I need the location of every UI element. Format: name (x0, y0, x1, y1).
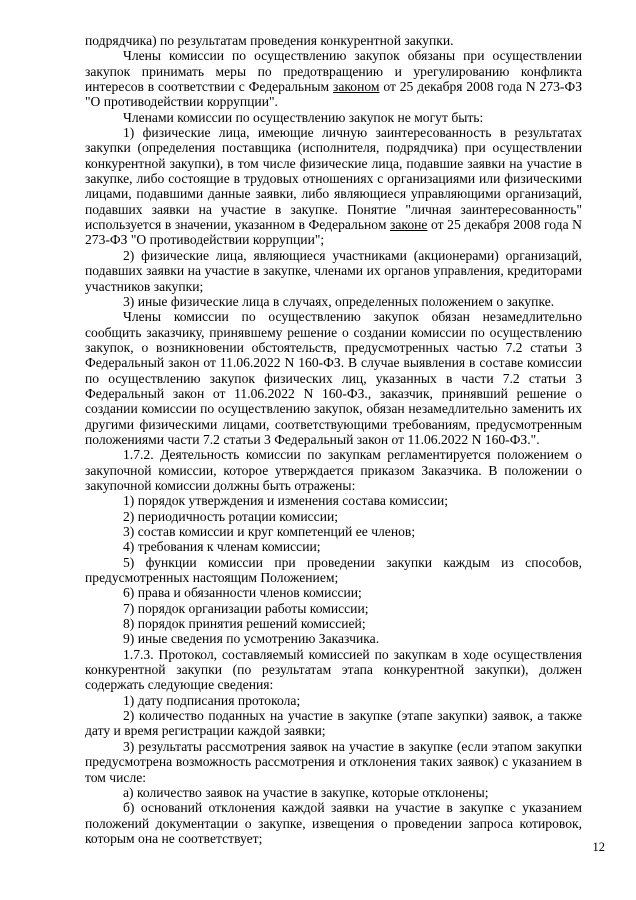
text-run: 2) физические лица, являющиеся участниками (акционерами) организаций, подавших заявки на участие в закупке, членами их органов управления, кредиторами участников закупки; (85, 247, 582, 294)
text-run: 1.7.2. Деятельность комиссии по закупкам регламентируется положением о закупочной комиссии, которое утверждается приказом Заказчика. В положении о закупочной комиссии должны быть отражены: (85, 447, 582, 493)
law-reference-link[interactable]: законе (390, 217, 428, 233)
paragraph (85, 601, 582, 616)
paragraph (85, 708, 582, 739)
text-run: 8) порядок принятия решений комиссией; (123, 616, 366, 632)
text-run: 2) количество поданных на участие в закупке (этапе закупки) заявок, а также дату и время регистрации каждой заявки; (85, 708, 582, 739)
text-run: 1) физические лица, имеющие личную заинтересованность в результатах закупки (определения поставщика (исполнителя, подрядчика) при осуществлении конкурентной закупки), в том числе физические лица, подавшие заявки на участие в закупке, либо состоящие в трудовых отношениях с организациями или физическими лицами, подавшими данные заявки, либо являющиеся управляющими организаций, подавших заявки на участие в закупке. Понятие "личная заинтересованность" используется в значении, указанном в Федеральном (85, 125, 582, 233)
paragraph (85, 693, 582, 708)
paragraph (85, 785, 582, 800)
text-run: подрядчика) по результатам проведения конкурентной закупки. (85, 33, 454, 48)
text-run: 1.7.3. Протокол, составляемый комиссией по закупкам в ходе осуществления конкурентной закупки (по результатам этапа конкурентной закупки), должен содержать следующие сведения: (85, 646, 582, 693)
text-run: 6) права и обязанности членов комиссии; (123, 585, 362, 601)
paragraph (85, 110, 582, 125)
paragraph (85, 616, 582, 631)
text-run: 1) дату подписания протокола; (123, 692, 301, 708)
paragraph (85, 33, 582, 48)
paragraph (85, 524, 582, 539)
text-run: 7) порядок организации работы комиссии; (123, 600, 369, 616)
text-run: Членами комиссии по осуществлению закупок не могут быть: (123, 109, 484, 125)
page-number: 12 (592, 840, 605, 854)
paragraph (85, 125, 582, 248)
text-run: б) оснований отклонения каждой заявки на участие в закупке с указанием положений документации о закупке, извещения о проведении запроса котировок, которым она не соответствует; (85, 800, 582, 846)
text-run: 2) периодичность ротации комиссии; (123, 508, 339, 524)
text-run: Члены комиссии по осуществлению закупок обязаны при осуществлении закупок принимать меры по предотвращению и урегулированию конфликта интересов в соответствии с Федеральным (85, 48, 582, 95)
paragraph (85, 294, 582, 309)
paragraph (85, 800, 582, 846)
text-run: 3) результаты рассмотрения заявок на участие в закупке (если этапом закупки предусмотрена возможность рассмотрения и отклонения таких заявок) с указанием в том числе: (85, 738, 582, 785)
text-run: от 25 декабря 2008 года N 273-ФЗ "О противодействии коррупции". (85, 79, 582, 110)
text-run: 1) порядок утверждения и изменения состава комиссии; (123, 493, 449, 509)
paragraph (85, 447, 582, 493)
paragraph (85, 493, 582, 508)
paragraph (85, 739, 582, 785)
paragraph (85, 248, 582, 294)
paragraph (85, 309, 582, 447)
paragraph (85, 539, 582, 554)
paragraph (85, 48, 582, 109)
text-run: Члены комиссии по осуществлению закупок обязан незамедлительно сообщить заказчику, принявшему решение о создании комиссии по осуществлению закупок, о возникновении обстоятельств, предусмотренных частью 7.2 статьи 3 Федеральный закон от 11.06.2022 N 160-ФЗ. В случае выявления в составе комиссии по осуществлению закупок физических лиц, указанных в части 7.2 статьи 3 Федеральный закон от 11.06.2022 N 160-ФЗ., заказчик, принявший решение о создании комиссии по осуществлению закупок, обязан незамедлительно заменить их другими физическими лицами, соответствующими требованиям, предусмотренным положениями части 7.2 статьи 3 Федеральный закон от 11.06.2022 N 160-ФЗ.". (85, 309, 582, 447)
text-run: 3) иные физические лица в случаях, определенных положением о закупке. (123, 293, 555, 309)
text-run: а) количество заявок на участие в закупке, которые отклонены; (123, 784, 489, 800)
text-run: 9) иные сведения по усмотрению Заказчика. (123, 631, 380, 647)
paragraph (85, 509, 582, 524)
text-run: 3) состав комиссии и круг компетенций ее членов; (123, 524, 416, 539)
text-run: 5) функции комиссии при проведении закупки каждым из способов, предусмотренных настоящим Положением; (85, 554, 582, 586)
paragraph (85, 631, 582, 646)
paragraph (85, 555, 582, 586)
paragraph (85, 585, 582, 600)
paragraph (85, 647, 582, 693)
text-run: от 25 декабря 2008 года N 273-ФЗ "О противодействии коррупции"; (85, 217, 582, 248)
law-reference-link[interactable]: законом (332, 79, 380, 95)
document-body (85, 33, 582, 846)
text-run: 4) требования к членам комиссии; (123, 539, 321, 555)
